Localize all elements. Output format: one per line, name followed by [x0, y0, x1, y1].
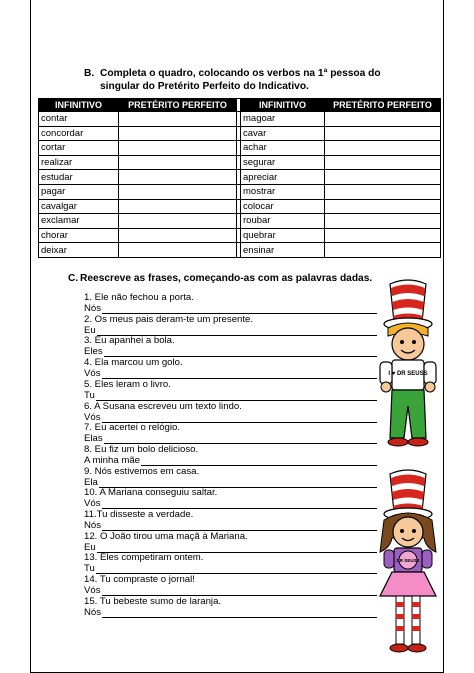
- infinitive-cell: quebrar: [241, 228, 325, 243]
- answer-start-word: Eles: [84, 346, 103, 358]
- answer-start-word: Eu: [84, 541, 96, 553]
- header-preterite-2: PRETÉRITO PERFEITO: [325, 99, 441, 112]
- answer-start-word: Nós: [84, 606, 102, 618]
- exercise-sentence: 12. O João tirou uma maçã à Mariana.: [84, 530, 248, 542]
- infinitive-cell: mostrar: [241, 184, 325, 199]
- verb-table-row: [39, 112, 441, 127]
- infinitive-cell: concordar: [39, 126, 119, 141]
- preterite-answer-cell[interactable]: [325, 214, 441, 229]
- infinitive-cell: realizar: [39, 155, 119, 170]
- exercise-sentence: 13. Eles competiram ontem.: [84, 552, 204, 564]
- answer-start-word: A minha mãe: [84, 454, 140, 466]
- answer-line[interactable]: [84, 325, 377, 336]
- infinitive-cell: roubar: [241, 214, 325, 229]
- answer-line[interactable]: [84, 303, 377, 314]
- section-b-line1: Completa o quadro, colocando os verbos na 1ª pessoa do: [100, 68, 381, 79]
- infinitive-cell: cortar: [39, 141, 119, 156]
- answer-line[interactable]: [84, 542, 377, 553]
- infinitive-cell: segurar: [241, 155, 325, 170]
- preterite-answer-cell[interactable]: [325, 112, 441, 127]
- girl-shirt-text: DR SEUSS: [396, 558, 420, 563]
- exercise-sentence: 5. Eles leram o livro.: [84, 378, 171, 390]
- verb-table-row: [39, 170, 441, 185]
- exercise-sentence: 1. Ele não fechou a porta.: [84, 292, 194, 303]
- exercise-sentence: 15. Tu bebeste sumo de laranja.: [84, 595, 222, 607]
- answer-start-word: Nós: [84, 520, 102, 531]
- verb-table-row: [39, 126, 441, 141]
- answer-line[interactable]: [84, 520, 377, 531]
- exercise-sentence: 14. Tu compraste o jornal!: [84, 574, 195, 586]
- section-b-letter: B.: [84, 68, 95, 79]
- verb-table-row: [39, 141, 441, 156]
- answer-start-word: Tu: [84, 563, 95, 575]
- verb-table-row: [39, 228, 441, 243]
- exercise-sentence: 2. Os meus pais deram-te um presente.: [84, 313, 254, 325]
- header-preterite-1: PRETÉRITO PERFEITO: [119, 99, 237, 112]
- section-c-instructions: [68, 273, 372, 284]
- verb-table-row: [39, 155, 441, 170]
- infinitive-cell: chorar: [39, 228, 119, 243]
- boy-shirt-text: I ♥ DR SEUSS: [388, 371, 428, 377]
- header-infinitive-1: INFINITIVO: [39, 99, 119, 112]
- answer-line[interactable]: [84, 585, 377, 596]
- answer-start-word: Tu: [84, 389, 95, 401]
- answer-line[interactable]: [84, 368, 377, 379]
- preterite-answer-cell[interactable]: [119, 228, 237, 243]
- verb-table-header: [39, 99, 441, 112]
- answer-line[interactable]: [84, 498, 377, 509]
- answer-start-word: Vós: [84, 585, 101, 597]
- exercise-sentence: 9. Nós estivemos em casa.: [84, 465, 200, 477]
- preterite-answer-cell[interactable]: [325, 199, 441, 214]
- infinitive-cell: deixar: [39, 243, 119, 258]
- preterite-answer-cell[interactable]: [119, 214, 237, 229]
- preterite-answer-cell[interactable]: [119, 243, 237, 258]
- preterite-answer-cell[interactable]: [119, 155, 237, 170]
- infinitive-cell: cavar: [241, 126, 325, 141]
- infinitive-cell: magoar: [241, 112, 325, 127]
- preterite-answer-cell[interactable]: [119, 170, 237, 185]
- preterite-answer-cell[interactable]: [119, 199, 237, 214]
- answer-start-word: Vós: [84, 411, 101, 423]
- girl-cat-in-hat-illustration: [374, 468, 446, 668]
- infinitive-cell: exclamar: [39, 214, 119, 229]
- answer-line[interactable]: [84, 455, 377, 466]
- preterite-answer-cell[interactable]: [325, 126, 441, 141]
- section-b-instructions: [84, 68, 414, 93]
- answer-line[interactable]: [84, 607, 377, 618]
- answer-start-word: Vós: [84, 368, 101, 380]
- infinitive-cell: achar: [241, 141, 325, 156]
- exercise-sentence: 7. Eu acertei o relógio.: [84, 422, 180, 434]
- preterite-answer-cell[interactable]: [325, 141, 441, 156]
- infinitive-cell: pagar: [39, 184, 119, 199]
- answer-line[interactable]: [84, 477, 377, 488]
- preterite-answer-cell[interactable]: [119, 126, 237, 141]
- exercise-sentence: 10. A Mariana conseguiu saltar.: [84, 487, 218, 499]
- infinitive-cell: contar: [39, 112, 119, 127]
- verb-table-row: [39, 243, 441, 258]
- answer-start-word: Elas: [84, 433, 103, 445]
- answer-line[interactable]: [84, 412, 377, 423]
- answer-start-word: Eu: [84, 324, 96, 336]
- section-c-letter: C.: [68, 273, 79, 284]
- infinitive-cell: estudar: [39, 170, 119, 185]
- preterite-answer-cell[interactable]: [325, 170, 441, 185]
- section-b-line2: singular do Pretérito Perfeito do Indicativo.: [100, 80, 309, 92]
- preterite-answer-cell[interactable]: [325, 155, 441, 170]
- answer-line[interactable]: [84, 563, 377, 574]
- answer-start-word: Nós: [84, 303, 102, 314]
- answer-start-word: Vós: [84, 498, 101, 510]
- verb-table-row: [39, 199, 441, 214]
- answer-line[interactable]: [84, 346, 377, 357]
- preterite-answer-cell[interactable]: [119, 141, 237, 156]
- preterite-answer-cell[interactable]: [325, 184, 441, 199]
- verb-table-row: [39, 214, 441, 229]
- exercise-sentence: 11.Tu disseste a verdade.: [84, 509, 194, 520]
- answer-line[interactable]: [84, 390, 377, 401]
- preterite-answer-cell[interactable]: [325, 243, 441, 258]
- infinitive-cell: cavalgar: [39, 199, 119, 214]
- verb-table: [38, 98, 441, 258]
- infinitive-cell: ensinar: [241, 243, 325, 258]
- exercise-sentence: 6. A Susana escreveu um texto lindo.: [84, 400, 242, 412]
- infinitive-cell: apreciar: [241, 170, 325, 185]
- preterite-answer-cell[interactable]: [325, 228, 441, 243]
- answer-start-word: Ela: [84, 476, 98, 488]
- exercise-sentence: 8. Eu fiz um bolo delicioso.: [84, 443, 199, 455]
- infinitive-cell: colocar: [241, 199, 325, 214]
- answer-line[interactable]: [84, 433, 377, 444]
- verb-table-body: [39, 112, 441, 258]
- exercise-sentence: 3. Eu apanhei a bola.: [84, 335, 175, 347]
- header-infinitive-2: INFINITIVO: [241, 99, 325, 112]
- section-c-title: Reescreve as frases, começando-as com as palavras dadas.: [80, 273, 373, 284]
- verb-table-row: [39, 184, 441, 199]
- boy-cat-in-hat-illustration: [374, 278, 446, 463]
- preterite-answer-cell[interactable]: [119, 184, 237, 199]
- preterite-answer-cell[interactable]: [119, 112, 237, 127]
- exercise-sentence: 4. Ela marcou um golo.: [84, 357, 183, 369]
